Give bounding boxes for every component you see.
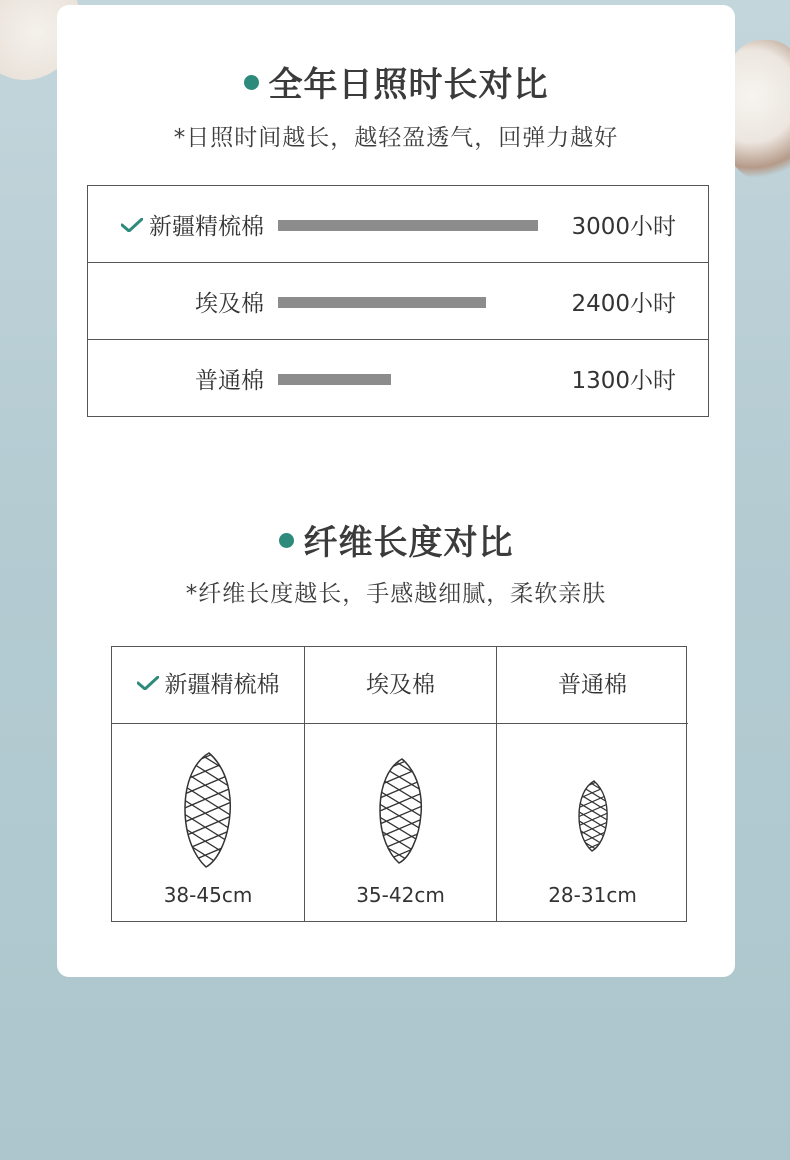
check-icon [121, 218, 143, 232]
fiber-length-value: 38-45cm [163, 883, 253, 907]
sunshine-section-title [57, 57, 735, 106]
sunshine-bar [278, 297, 486, 308]
sunshine-table [87, 185, 709, 417]
fiber-section-title [57, 515, 735, 564]
cotton-fiber-icon-wrap [305, 757, 496, 865]
check-icon [137, 676, 159, 690]
sunshine-row-xinjiang [88, 186, 708, 263]
sunshine-row-label: 埃及棉 [195, 291, 264, 317]
sunshine-row-egypt [88, 263, 708, 340]
sunshine-bar [278, 374, 391, 385]
sunshine-row-value: 2400小时 [571, 291, 676, 317]
fiber-column-xinjiang [112, 647, 304, 921]
fiber-column-header: 普通棉 [497, 647, 688, 724]
sunshine-bar [278, 220, 538, 231]
fiber-column-egypt [304, 647, 496, 921]
comparison-card [57, 5, 735, 977]
fiber-table [111, 646, 687, 922]
fiber-column-header: 埃及棉 [305, 647, 496, 724]
sunshine-row-regular [88, 340, 708, 417]
fiber-length-value: 35-42cm [356, 883, 445, 907]
fiber-column-regular [496, 647, 688, 921]
cotton-fiber-icon-wrap [497, 779, 688, 853]
fiber-column-header-text: 新疆精梳棉 [164, 672, 280, 698]
fiber-length-value: 28-31cm [548, 883, 637, 907]
cotton-fiber-icon-wrap [112, 751, 304, 869]
cotton-fiber-icon [378, 757, 424, 865]
sunshine-row-label-text: 新疆精梳棉 [149, 214, 264, 240]
bullet-dot-icon [279, 533, 294, 548]
sunshine-row-value: 3000小时 [571, 214, 676, 240]
cotton-fiber-icon [577, 779, 609, 853]
sunshine-row-label [121, 208, 264, 241]
bullet-dot-icon [244, 75, 259, 90]
fiber-column-header [112, 647, 304, 724]
fiber-title-text: 纤维长度对比 [303, 523, 514, 563]
sunshine-row-value: 1300小时 [571, 368, 676, 394]
cotton-fiber-icon [183, 751, 233, 869]
fiber-subtitle: *纤维长度越长，手感越细腻，柔软亲肤 [185, 581, 607, 607]
sunshine-subtitle: *日照时间越长，越轻盈透气，回弹力越好 [173, 125, 619, 151]
sunshine-title-text: 全年日照时长对比 [268, 65, 549, 105]
sunshine-row-label: 普通棉 [195, 368, 264, 394]
